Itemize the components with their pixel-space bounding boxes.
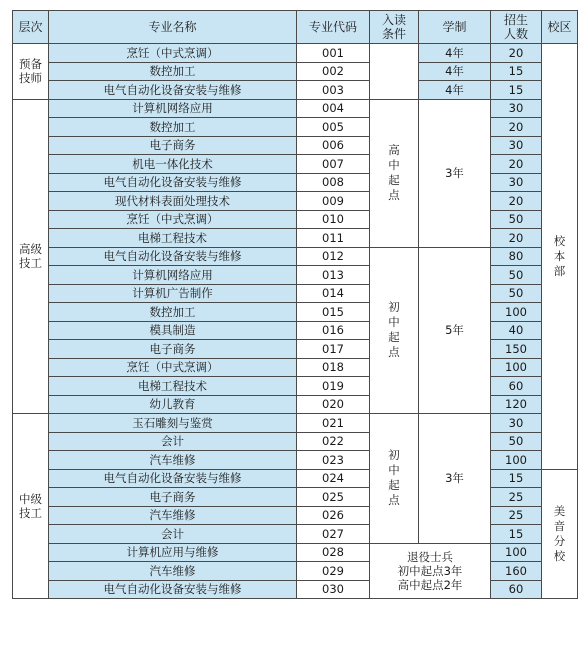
enrollment-count-cell: 20 (491, 229, 542, 248)
enrollment-count-cell: 50 (491, 266, 542, 285)
table-row (13, 247, 578, 266)
enrollment-count-cell: 20 (491, 155, 542, 174)
table-body (13, 44, 578, 599)
major-code-cell: 027 (297, 525, 370, 544)
major-code-cell: 015 (297, 303, 370, 322)
major-name-cell: 电气自动化设备安装与维修 (49, 469, 297, 488)
table-row (13, 395, 578, 414)
major-code-cell: 013 (297, 266, 370, 285)
table-row (13, 229, 578, 248)
table-row (13, 414, 578, 433)
header-major-name: 专业名称 (49, 11, 297, 44)
major-name-cell: 现代材料表面处理技术 (49, 192, 297, 211)
condition-cell-chuzhong: 初 中 起 点 (370, 247, 419, 414)
major-name-cell: 数控加工 (49, 303, 297, 322)
major-name-cell: 电气自动化设备安装与维修 (49, 81, 297, 100)
major-code-cell: 005 (297, 118, 370, 137)
campus-cell-main: 校 本 部 (542, 44, 578, 470)
major-name-cell: 计算机应用与维修 (49, 543, 297, 562)
enrollment-count-cell: 60 (491, 580, 542, 599)
level-cell-gaoji: 高级 技工 (13, 99, 49, 414)
major-name-cell: 电子商务 (49, 488, 297, 507)
enrollment-count-cell: 30 (491, 136, 542, 155)
major-code-cell: 008 (297, 173, 370, 192)
table-row (13, 303, 578, 322)
header-row (13, 11, 578, 44)
table-row (13, 321, 578, 340)
major-name-cell: 计算机网络应用 (49, 266, 297, 285)
major-name-cell: 烹饪（中式烹调） (49, 358, 297, 377)
major-code-cell: 019 (297, 377, 370, 396)
major-name-cell: 电梯工程技术 (49, 377, 297, 396)
major-name-cell: 电子商务 (49, 340, 297, 359)
major-code-cell: 011 (297, 229, 370, 248)
enrollment-count-cell: 50 (491, 210, 542, 229)
table-row (13, 543, 578, 562)
major-code-cell: 010 (297, 210, 370, 229)
table-row (13, 340, 578, 359)
major-name-cell: 计算机网络应用 (49, 99, 297, 118)
table-row (13, 136, 578, 155)
major-code-cell: 014 (297, 284, 370, 303)
major-name-cell: 会计 (49, 525, 297, 544)
header-campus: 校区 (542, 11, 578, 44)
enrollment-count-cell: 50 (491, 432, 542, 451)
major-name-cell: 电梯工程技术 (49, 229, 297, 248)
enrollment-count-cell: 20 (491, 118, 542, 137)
major-code-cell: 012 (297, 247, 370, 266)
major-name-cell: 烹饪（中式烹调） (49, 210, 297, 229)
enrollment-count-cell: 100 (491, 543, 542, 562)
major-name-cell: 汽车维修 (49, 451, 297, 470)
duration-cell: 4年 (419, 44, 491, 63)
major-name-cell: 模具制造 (49, 321, 297, 340)
major-name-cell: 玉石雕刻与鉴赏 (49, 414, 297, 433)
table-row (13, 432, 578, 451)
enrollment-count-cell: 15 (491, 469, 542, 488)
table-row (13, 377, 578, 396)
major-code-cell: 020 (297, 395, 370, 414)
major-name-cell: 电气自动化设备安装与维修 (49, 173, 297, 192)
major-code-cell: 009 (297, 192, 370, 211)
header-level: 层次 (13, 11, 49, 44)
major-name-cell: 数控加工 (49, 118, 297, 137)
duration-cell-5yr: 5年 (419, 247, 491, 414)
major-name-cell: 幼儿教育 (49, 395, 297, 414)
table-row (13, 210, 578, 229)
major-name-cell: 汽车维修 (49, 506, 297, 525)
enrollment-count-cell: 30 (491, 414, 542, 433)
enrollment-table-container (12, 10, 578, 599)
major-code-cell: 016 (297, 321, 370, 340)
table-row (13, 358, 578, 377)
table-row (13, 525, 578, 544)
header-enrollment: 招生 人数 (491, 11, 542, 44)
condition-cell-yubei (370, 44, 419, 100)
table-row (13, 469, 578, 488)
table-row (13, 81, 578, 100)
major-name-cell: 电气自动化设备安装与维修 (49, 247, 297, 266)
major-code-cell: 026 (297, 506, 370, 525)
table-row (13, 580, 578, 599)
duration-cell: 4年 (419, 81, 491, 100)
enrollment-count-cell: 160 (491, 562, 542, 581)
enrollment-count-cell: 100 (491, 451, 542, 470)
major-name-cell: 会计 (49, 432, 297, 451)
major-code-cell: 024 (297, 469, 370, 488)
major-name-cell: 电子商务 (49, 136, 297, 155)
table-row (13, 284, 578, 303)
table-row (13, 44, 578, 63)
major-code-cell: 002 (297, 62, 370, 81)
enrollment-count-cell: 15 (491, 525, 542, 544)
veteran-condition-cell: 退役士兵 初中起点3年 高中起点2年 (370, 543, 491, 599)
duration-cell-3yr: 3年 (419, 99, 491, 247)
enrollment-count-cell: 30 (491, 99, 542, 118)
major-name-cell: 计算机广告制作 (49, 284, 297, 303)
major-name-cell: 烹饪（中式烹调） (49, 44, 297, 63)
enrollment-count-cell: 25 (491, 488, 542, 507)
major-code-cell: 006 (297, 136, 370, 155)
major-name-cell: 电气自动化设备安装与维修 (49, 580, 297, 599)
table-row (13, 488, 578, 507)
level-cell-zhongji: 中级 技工 (13, 414, 49, 599)
table-row (13, 99, 578, 118)
major-code-cell: 001 (297, 44, 370, 63)
major-code-cell: 007 (297, 155, 370, 174)
level-cell-yubei: 预备 技师 (13, 44, 49, 100)
condition-cell-chuzhong-2: 初 中 起 点 (370, 414, 419, 544)
enrollment-count-cell: 60 (491, 377, 542, 396)
header-duration: 学制 (419, 11, 491, 44)
header-entry-condition: 入读 条件 (370, 11, 419, 44)
table-row (13, 506, 578, 525)
major-code-cell: 030 (297, 580, 370, 599)
table-row (13, 155, 578, 174)
enrollment-count-cell: 120 (491, 395, 542, 414)
major-code-cell: 003 (297, 81, 370, 100)
enrollment-count-cell: 150 (491, 340, 542, 359)
duration-cell-3yr-b: 3年 (419, 414, 491, 544)
major-code-cell: 021 (297, 414, 370, 433)
enrollment-count-cell: 30 (491, 173, 542, 192)
major-name-cell: 数控加工 (49, 62, 297, 81)
duration-cell: 4年 (419, 62, 491, 81)
major-code-cell: 023 (297, 451, 370, 470)
major-code-cell: 018 (297, 358, 370, 377)
enrollment-count-cell: 15 (491, 62, 542, 81)
enrollment-count-cell: 80 (491, 247, 542, 266)
enrollment-count-cell: 20 (491, 192, 542, 211)
enrollment-table (12, 10, 578, 599)
major-code-cell: 004 (297, 99, 370, 118)
enrollment-count-cell: 15 (491, 81, 542, 100)
major-code-cell: 028 (297, 543, 370, 562)
table-row (13, 192, 578, 211)
major-code-cell: 025 (297, 488, 370, 507)
table-row (13, 62, 578, 81)
table-row (13, 173, 578, 192)
condition-cell-gaozhong: 高 中 起 点 (370, 99, 419, 247)
major-name-cell: 机电一体化技术 (49, 155, 297, 174)
table-row (13, 118, 578, 137)
enrollment-count-cell: 50 (491, 284, 542, 303)
header-major-code: 专业代码 (297, 11, 370, 44)
table-row (13, 451, 578, 470)
major-code-cell: 017 (297, 340, 370, 359)
enrollment-count-cell: 20 (491, 44, 542, 63)
enrollment-count-cell: 40 (491, 321, 542, 340)
major-name-cell: 汽车维修 (49, 562, 297, 581)
table-row (13, 266, 578, 285)
enrollment-count-cell: 100 (491, 303, 542, 322)
major-code-cell: 022 (297, 432, 370, 451)
table-row (13, 562, 578, 581)
enrollment-count-cell: 25 (491, 506, 542, 525)
campus-cell-meiyin: 美 音 分 校 (542, 469, 578, 599)
major-code-cell: 029 (297, 562, 370, 581)
enrollment-count-cell: 100 (491, 358, 542, 377)
